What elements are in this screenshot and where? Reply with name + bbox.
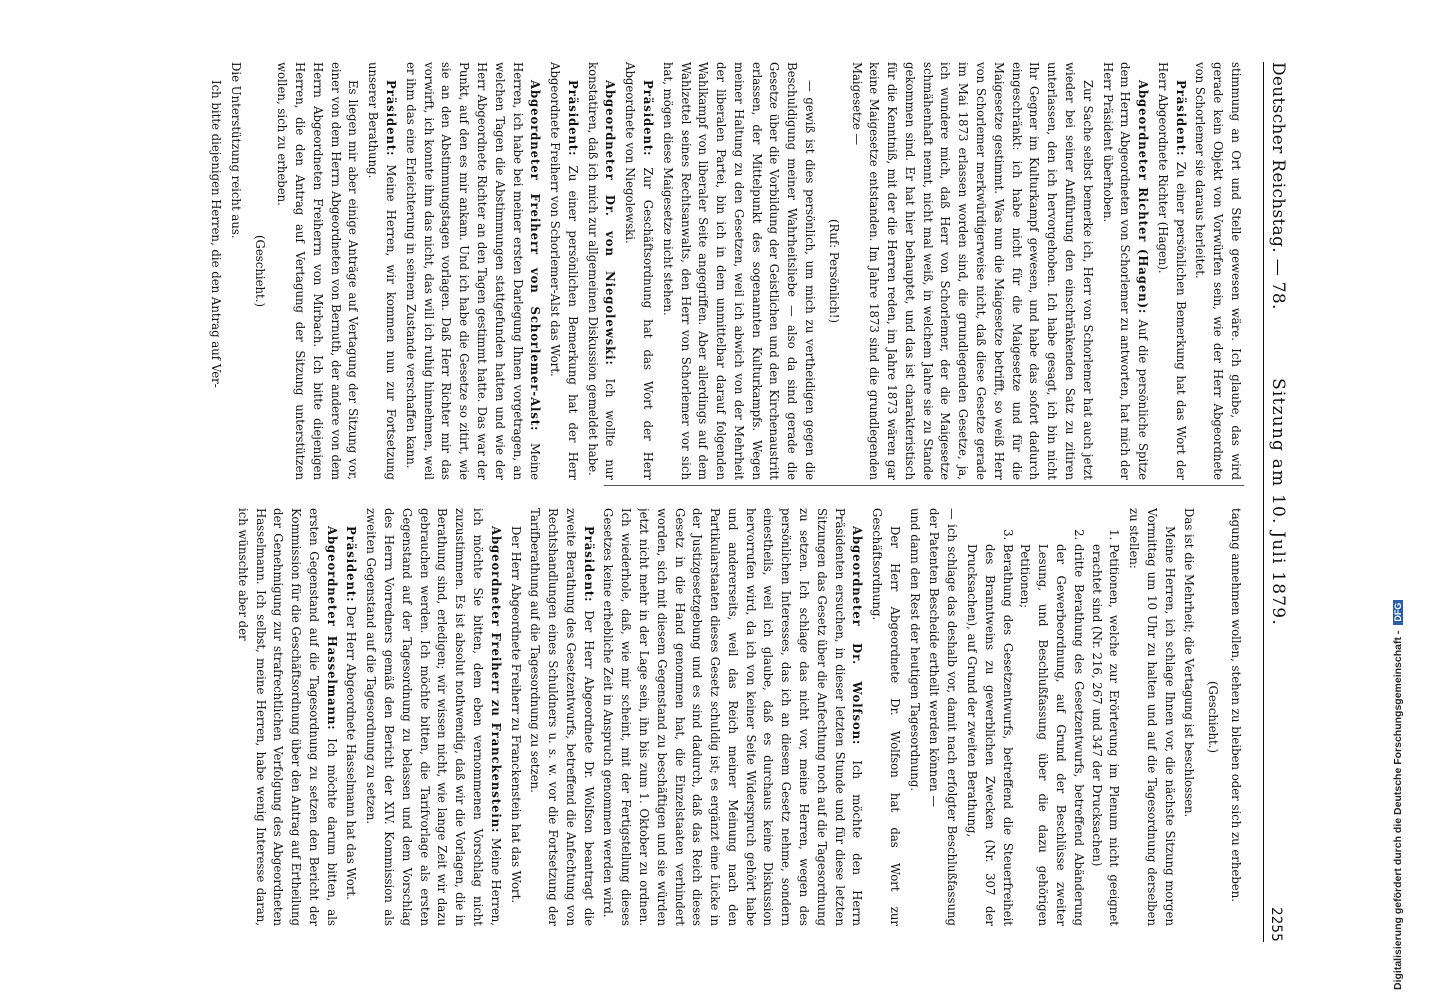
paragraph: Der Herr Abgeordnete Dr. Wolfson hat das Wort zur Geschäftsordnung. — [870, 508, 902, 926]
paragraph: — ich schlage das deshalb vor, damit nach erfolgter Beschlußfassung der Patenten Bescheide ertheilt werden können — — [927, 508, 960, 926]
speech-text: Der Herr Abgeordnete Dr. Wolfson beantragt die zweite Berathung des Gesetzentwurfs, betreffend die Anfechtung von Rechtshandlungen eines Schuldners u. s. w. vor die Fortsetzung der Tarifberathung auf die Tagesordnung zu setzen. — [528, 508, 596, 926]
paragraph: Es liegen mir aber einige Anträge auf Vertagung der Sitzung vor, einer von dem Herrn Abgeordneten von Bernuth, der andere von dem Herrn Abgeordneten Freiherrn von Mirbach. Ich bitte diejenigen Herren, die den Antrag auf Vertagung der Sitzung unterstützen wollen, sich zu erheben. — [275, 62, 361, 480]
credit-text: Digitalisierung gefördert durch die Deutsche Forschungsgemeinschaft - — [1392, 630, 1404, 990]
right-column — [44, 508, 1244, 926]
interjection: (Ruf: Persönlich!) — [826, 218, 841, 324]
speech-text: Zur Geschäftsordnung hat das Wort der Herr Abgeordnete von Niegolewski. — [623, 62, 655, 480]
speech-text: Ich wollte nur konstatiren, daß ich mich zur allgemeinen Diskussion gemeldet habe. — [585, 62, 618, 480]
speech-paragraph — [1098, 62, 1151, 480]
speech-paragraph — [364, 62, 400, 480]
speaker-name: Präsident: — [384, 80, 399, 157]
speech-paragraph — [620, 62, 656, 480]
left-column — [44, 62, 1244, 480]
agenda-item: 1. Petitionen, welche zur Erörterung im Plenum nicht geeignet erachtet sind (Nr. 216, 267 und 347 der Drucksachen) — [1087, 544, 1123, 926]
speaker-name: Abgeordneter Richter (Hagen): — [1136, 80, 1151, 315]
paragraph: tagung annehmen wollen, stehen zu bleiben oder sich zu erheben. — [1229, 508, 1243, 902]
agenda-list — [962, 508, 1122, 926]
paragraph: Der Herr Abgeordnete Freiherr zu Franckenstein hat das Wort. — [508, 526, 523, 904]
header-title: Sitzung am 10. Juli 1879. — [1268, 378, 1288, 626]
paragraph: Das ist die Mehrheit; die Vertagung ist beschlossen. — [1182, 508, 1197, 818]
paragraph: — gewiß ist dies persönlich, um mich zu vertheidigen gegen die Beschuldigung meiner Wahrheitsliebe — also da sind gerade die Gesetze über die Vorbildung der Geistlichen und den Kirchenaustritt erlassen, der Mittelpunkt des sogenannten Kulturkampfs. Wegen meiner Haltung zu den Gesetzen, weil ich abwich von der Mehrheit der liberalen Partei, bin ich in dem unmittelbar darauf folgenden Wahlkampf von liberaler Seite angegriffen. Aber allerdings auf dem Wahlzettel seines Rechtsanwalts, den Herr von Schorlemer vor sich hat, mögen diese Maigesetze nicht stehen. — [660, 62, 818, 480]
speech-paragraph — [362, 508, 504, 926]
paragraph: stimmung an Ort und Stelle gewesen wäre. Ich glaube, das wird gerade kein Objekt von Vorwürfen sein, wie der Herr Abgeordnete von Schorlemer sie daraus herleitet. — [1193, 62, 1243, 480]
paragraph: Ich bitte diejenigen Herren, die den Antrag auf Ver- — [209, 80, 224, 388]
speech-paragraph — [342, 508, 360, 926]
speech-text: Meine Herren, ich habe bei meiner ersten Darlegung Ihnen vorgetragen, an welchen Tagen die Abstimmungen stattgefunden hatten und wie der Herr Abgeordnete Richter an den Tagen gestimmt hatte. Das war der Punkt, auf den es mir ankam. Und ich habe die Gesetze so zitirt, wie sie an den Abstimmungstagen vorlagen. Daß Herr Richter mir das vorwirft, ich konnte ihm das nicht, das will ich ruhig hinnehmen, weil er ihm das eine Erleichterung in seinem Zustande verschaffen kann. — [403, 62, 543, 480]
page-header — [1263, 62, 1288, 942]
speech-paragraph — [401, 62, 543, 480]
speech-text: Ich möchte darum bitten, als ersten Gegenstand auf die Tagesordnung zu setzen den Bericht der Kommission für die Geschäftsordnung über den Antrag auf Ertheilung der Genehmigung zur strafrechtlichen Verfolgung des Abgeordneten Hasselmann. Ich selbst, meine Herren, habe wenig Interesse daran, ich wünschte aber der — [235, 508, 339, 926]
dfg-logo: DFG — [1393, 600, 1403, 625]
speech-text: Ich möchte den Herrn Präsidenten ersuchen, in dieser letzten Stunde und für diese letzten Sitzungen das Gesetz über die Anfechtung noch auf die Tagesordnung zu setzen. Ich schlage das nicht vor, meine Herren, wegen des persönlichen Interesses, das ich an diesem Gesetz nehme, sondern einestheils, weil ich glaube, daß es durchaus keine Diskussion hervorrufen wird, da ich von keiner Seite Widerspruch gehört habe und andererseits, weil das Reich meiner Meinung nach den Partikularstaaten dieses Gesetz schuldig ist; es ergänzt eine Lücke in der Justizgesetzgebung und es sind dadurch, daß das Reich dieses Gesetz in die Hand genommen hat, die Einzelstaaten verhindert worden, sich mit diesem Gegenstand zu beschäftigen und sie würden jetzt nicht mehr in der Lage sein, ihn bis zum 1. Oktober zu ordnen. Ich wiederhole, daß, wie mir scheint, mit der Fertigstellung dieses Gesetzes keine erhebliche Zeit in Anspruch genommen werden wird. — [601, 508, 865, 926]
speech-text: Zu einer persönlichen Bemerkung hat der Herr Abgeordnete Freiherr von Schorlemer-Alst das Wort. — [548, 62, 580, 480]
header-left: Deutscher Reichstag. — 78. — [1268, 62, 1288, 310]
speaker-name: Abgeordneter Freiherr zu Franckenstein: — [488, 526, 503, 834]
interjection: (Geschieht.) — [1206, 680, 1221, 754]
speech-paragraph — [1153, 62, 1189, 480]
speech-text: Der Herr Abgeordnete Hasselmann hat das Wort. — [344, 602, 359, 900]
speech-text: Zu einer persönlichen Bemerkung hat das Wort der Herr Abgeordnete Richter (Hagen). — [1155, 62, 1188, 480]
agenda-item: 2. dritte Berathung des Gesetzentwurfs, betreffend Abänderung der Gewerbeordnung, auf Grund der Beschlüsse zweiter Lesung, und Beschlußfassung über die dazu gehörigen Petitionen; — [1016, 544, 1087, 926]
speaker-name: Präsident: — [581, 526, 596, 603]
speaker-name: Abgeordneter Dr. Wolfson: — [850, 526, 865, 746]
speaker-name: Präsident: — [344, 526, 359, 603]
speech-paragraph — [599, 508, 866, 926]
speaker-name: Abgeordneter Dr. von Niegolewski: — [603, 80, 618, 366]
paragraph: Zur Sache selbst bemerke ich, Herr von Schorlemer hat auch jetzt wieder bei seiner Anführung den einschränkenden Satz zu zitiren unterlassen, den ich hervorgehoben. Ich habe gesagt, ich bin nicht Ihr Gegner im Kulturkampf gewesen, und habe das sofort dadurch eingeschränkt: ich habe nicht für die Maigesetze und für die Maigesetze gestimmt. Was nun die Maigesetze betrifft, so weiß Herr von Schorlemer merkwürdigerweise nicht, daß diese Gesetze gerade im Mai 1873 erlassen worden sind, die grundlegenden Gesetze, ja, ich wundere mich, daß Herr von Schorlemer, der die Maigesetze schmähenhaft nennt, nicht mal weiß, in welchem Jahre sie zu Stande gekommen sind. Er hat hier behauptet, und das ist charakteristisch für die Kenntniß, mit der die Herren reden, im Jahre 1873 wären gar keine Maigesetze entstanden. Im Jahre 1873 sind die grundlegenden Maigesetze — — [849, 62, 1095, 480]
speaker-name: Abgeordneter Freiherr von Schorlemer-Alst: — [528, 80, 543, 432]
paragraph: Die Unterstützung reicht aus. — [228, 62, 243, 239]
speech-text: Meine Herren, ich möchte Sie bitten, dem eben vernommenen Vorschlag nicht zuzustimmen. Es ist absolut nothwendig, daß wir die Vorlagen, die in Berathung sind, erledigen; wir wissen nicht, wie lange Zeit wir dazu gebrauchen werden. Ich möchte bitten, die Tarifvorlage als ersten Gegenstand auf der Tagesordnung zu belassen und dem Vorschlag des Herrn Vorredners gemäß den Bericht der XIV. Kommission als zweiten Gegenstand auf die Tagesordnung zu setzen. — [364, 508, 503, 926]
speech-paragraph — [526, 508, 597, 926]
paragraph: und dann den Rest der heutigen Tagesordnung. — [907, 508, 922, 792]
paragraph: Meine Herren, ich schlage Ihnen vor, die nächste Sitzung morgen Vormittag um 10 Uhr zu halten und auf die Tagesordnung derselben zu stellen: — [1127, 508, 1177, 926]
speech-text: Meine Herren, wir kommen nun zur Fortsetzung unserer Berathung. — [366, 62, 399, 480]
agenda-item: 3. Berathung des Gesetzentwurfs, betreffend die Steuerfreiheit des Branntweins zu gewerblichen Zwecken (Nr. 307 der Drucksachen), auf Grund der zweiten Berathung, — [962, 544, 1015, 926]
speaker-name: Präsident: — [1173, 80, 1188, 157]
speaker-name: Präsident: — [565, 80, 580, 157]
speech-paragraph — [583, 62, 619, 480]
speaker-name: Abgeordneter Hasselmann: — [324, 526, 339, 731]
speaker-name: Präsident: — [641, 80, 655, 157]
interjection: (Geschieht.) — [252, 234, 267, 308]
page-number: 2255 — [1268, 907, 1284, 942]
digitization-credit — [1392, 10, 1404, 990]
column-divider — [604, 485, 1244, 486]
speech-paragraph — [233, 508, 340, 926]
speech-text: Auf die persönliche Spitze dem Herrn Abgeordneten von Schorlemer zu antworten, hat mich der Herr Präsident überhoben. — [1100, 62, 1151, 480]
speech-paragraph — [545, 62, 581, 480]
